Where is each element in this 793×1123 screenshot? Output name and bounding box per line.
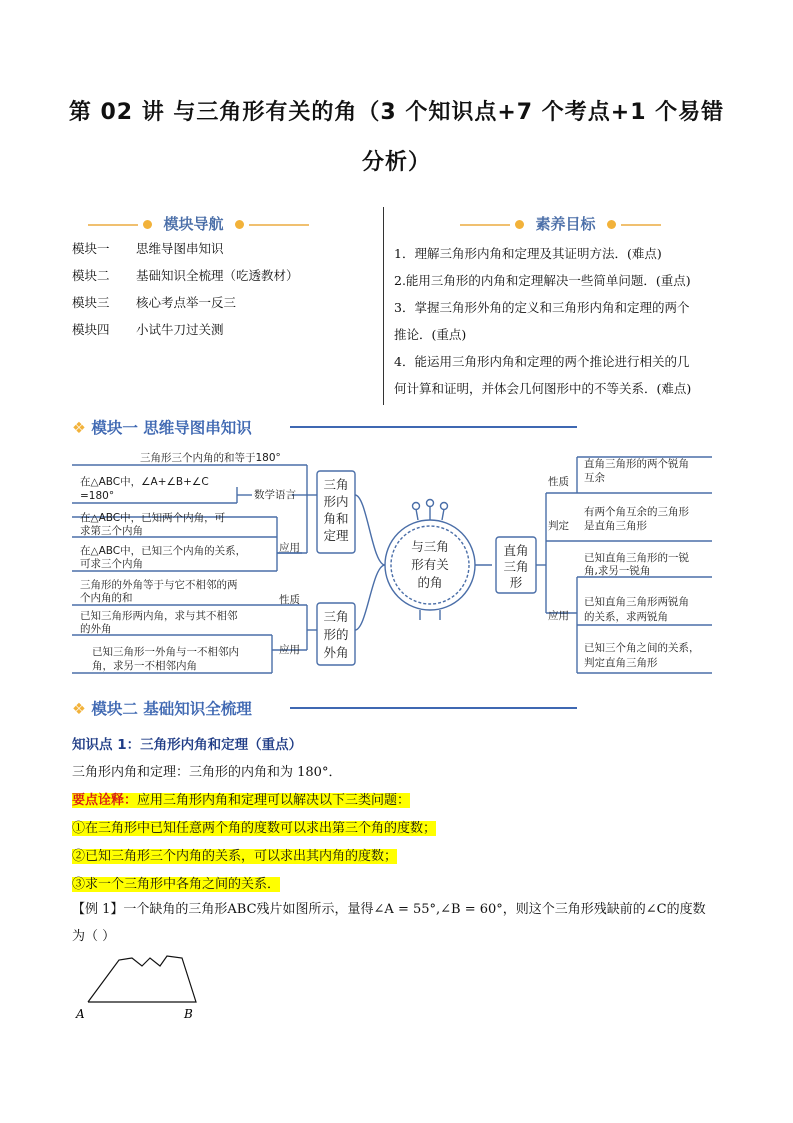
node-outer-angle-3: 外角 [323, 645, 349, 660]
leaf-lb-2b: 的外角 [80, 623, 112, 635]
leaf-r-1a: 直角三角形的两个锐角 [584, 458, 689, 470]
vertex-b-label: B [184, 1007, 193, 1021]
leaf-lb-3a: 已知三角形一外角与一不相邻内 [92, 646, 239, 658]
kp1-heading: 知识点 1：三角形内角和定理（重点） [72, 737, 303, 753]
node-right-tri-3: 形 [509, 575, 523, 590]
node-inner-angle-2: 形内 [323, 494, 349, 509]
sub-judge-r: 判定 [548, 520, 569, 532]
center-label-1: 与三角 [411, 539, 449, 554]
leaf-lt-3b: 求第三个内角 [80, 525, 143, 537]
kp1-tip [72, 786, 410, 815]
nav-item-1[interactable]: 模块一 思维导图串知识 [72, 241, 224, 256]
kp1-item-1: ①在三角形中已知任意两个角的度数可以求出第三个角的度数； [72, 821, 437, 836]
leaf-lt-3a: 在△ABC中，已知两个内角，可 [80, 512, 226, 524]
module1-heading: ❖ 模块一 思维导图串知识 [72, 419, 252, 437]
nav-item-3[interactable]: 模块三 核心考点举一反三 [72, 295, 236, 310]
node-inner-angle-4: 定理 [323, 528, 349, 543]
leaf-r-3a: 已知直角三角形的一锐 [584, 552, 689, 564]
leaf-lt-4a: 在△ABC中，已知三个内角的关系， [80, 545, 247, 557]
leaf-lb-3b: 角，求另一不相邻内角 [92, 660, 197, 672]
triangle-shape [88, 956, 196, 1002]
dot-icon [515, 220, 524, 229]
leaf-r-2a: 有两个角互余的三角形 [584, 506, 689, 518]
dot-icon [143, 220, 152, 229]
node-outer-angle-1: 三角 [323, 609, 349, 624]
vertex-a-label: A [76, 1007, 85, 1021]
leaf-r-4a: 已知直角三角形两锐角 [584, 596, 689, 608]
dot-icon [235, 220, 244, 229]
divider [290, 707, 577, 709]
broken-triangle-figure [70, 950, 210, 1022]
leaf-r-1b: 互余 [584, 472, 605, 484]
leaf-lt-2a: 在△ABC中，∠A+∠B+∠C [80, 476, 209, 488]
nav-item-4[interactable]: 模块四 小试牛刀过关测 [72, 322, 224, 337]
center-label-3: 的角 [417, 575, 443, 590]
leaf-r-2b: 是直角三角形 [584, 520, 647, 532]
kp1-item-3: ③求一个三角形中各角之间的关系． [72, 877, 281, 892]
diamond-icon: ❖ [72, 700, 86, 718]
goals-list: 1．理解三角形内角和定理及其证明方法．(难点) 2.能用三角形的内角和定理解决一些简单问题．(重点) 3．掌握三角形外角的定义和三角形内角和定理的两个 推论．(重点) 4．能运用三角形内角和定理的两个推论进行相关的几 何计算和证明，并体会几何图形中的不等关系．(难点) [394, 246, 692, 396]
diamond-icon: ❖ [72, 419, 86, 437]
leaf-r-4b: 的关系，求两锐角 [584, 611, 668, 623]
nav-heading: 模块导航 [163, 215, 224, 233]
page-title: 第 02 讲 与三角形有关的角（3 个知识点+7 个考点+1 个易错 分析） [68, 100, 725, 175]
leaf-lt-4b: 可求三个内角 [80, 558, 143, 570]
node-right-tri-1: 直角 [503, 543, 529, 558]
node-inner-angle-3: 角和 [323, 511, 349, 526]
goals-banner [460, 213, 661, 234]
sub-nature-r: 性质 [548, 476, 569, 488]
leaf-lb-1a: 三角形的外角等于与它不相邻的两 [80, 579, 238, 591]
leaf-lt-1: 三角形三个内角的和等于180° [140, 452, 281, 464]
kp1-definition: 三角形内角和定理：三角形的内角和为 180°． [72, 765, 342, 780]
leaf-lb-2a: 已知三角形两内角，求与其不相邻 [80, 610, 238, 622]
leaf-r-5a: 已知三个角之间的关系， [584, 642, 700, 654]
mind-map [72, 445, 722, 680]
goals-heading: 素养目标 [535, 215, 596, 233]
divider [290, 426, 577, 428]
module2-heading: ❖ 模块二 基础知识全梳理 [72, 700, 252, 718]
leaf-lt-2b: =180° [80, 490, 115, 502]
sub-apply-2: 应用 [279, 644, 300, 656]
sub-math-lang: 数学语言 [254, 489, 296, 501]
kp1-item-2: ②已知三角形三个内角的关系，可以求出其内角的度数； [72, 849, 398, 864]
nav-banner [88, 213, 309, 234]
tip-text: 应用三角形内角和定理可以解决以下三类问题： [137, 793, 411, 808]
dot-icon [607, 220, 616, 229]
node-right-tri-2: 三角 [503, 559, 529, 574]
nav-item-2[interactable]: 模块二 基础知识全梳理（吃透教材） [72, 268, 299, 283]
node-outer-angle-2: 形的 [323, 627, 349, 642]
tip-label: 要点诠释： [72, 793, 138, 808]
leaf-r-5b: 判定直角三角形 [584, 657, 658, 669]
sub-apply-r: 应用 [548, 610, 569, 622]
node-inner-angle-1: 三角 [323, 477, 349, 492]
example-1: 【例 1】一个缺角的三角形ABC残片如图所示，量得∠A = 55°,∠B = 60°，则这个三角形残缺前的∠C的度数 为（ ） [72, 902, 706, 944]
sub-apply-1: 应用 [279, 542, 300, 554]
leaf-lb-1b: 个内角的和 [80, 592, 133, 604]
column-divider [383, 207, 384, 405]
center-label-2: 形有关 [411, 557, 449, 572]
sub-nature-1: 性质 [279, 594, 300, 606]
leaf-r-3b: 角,求另一锐角 [584, 565, 651, 577]
